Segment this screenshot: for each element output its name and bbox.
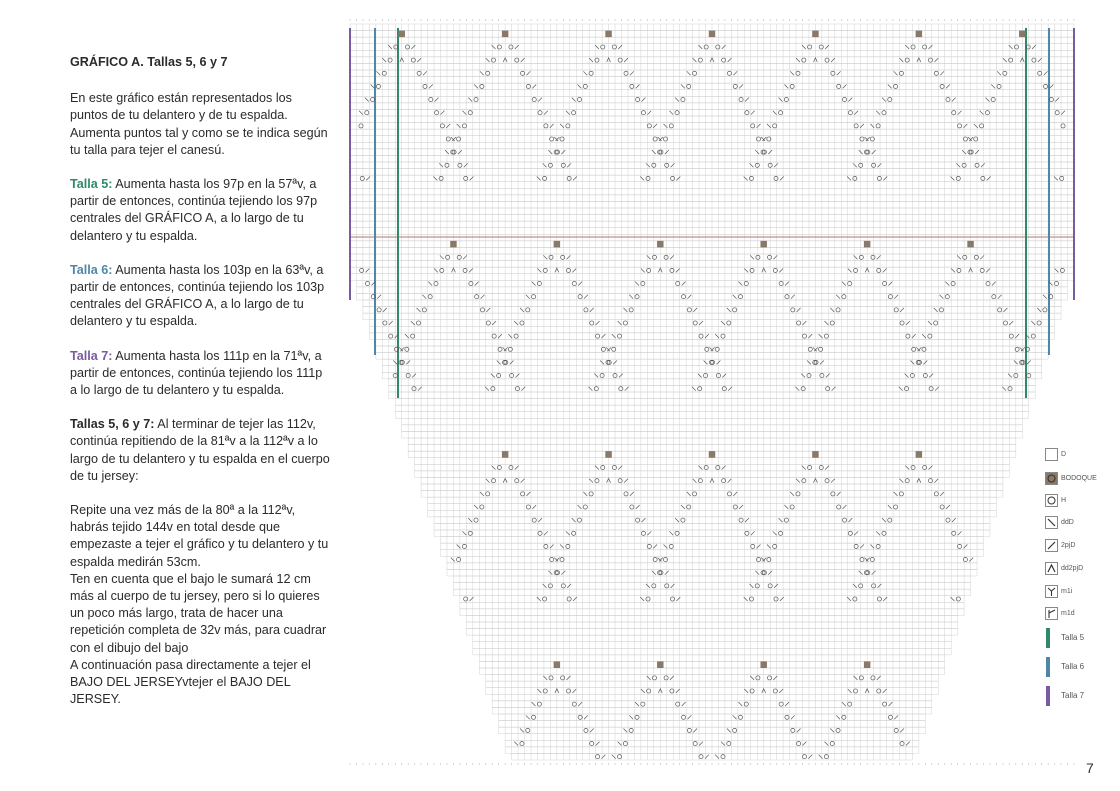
talla5-swatch: [1046, 628, 1050, 648]
legend-dd2pjd-label: dd2pjD: [1061, 565, 1084, 572]
yarn-over-icon: [1045, 494, 1058, 507]
legend-talla7-label: Talla 7: [1061, 691, 1085, 700]
bobble-icon: [1045, 472, 1058, 485]
legend-m1i-label: m1i: [1061, 588, 1073, 595]
talla5-text: Aumenta hasta los 97p en la 57ªv, a partir de entonces, continúa tejiendo los 97p centrales del GRÁFICO A, a lo largo de tu delantero y tu espalda.: [70, 177, 318, 243]
legend-h-label: H: [1061, 497, 1067, 504]
talla7-label: Talla 7:: [70, 348, 113, 363]
legend-ddd-label: ddD: [1061, 519, 1074, 526]
repeat-paragraph-2: Ten en cuenta que el bajo le sumará 12 cm más al cuerpo de tu jersey, pero si lo quieres un poco más largo, trata de hacer una repetición completa de 32v más, para cuadrar con el dibujo del bajo: [70, 571, 327, 655]
talla7-swatch: [1046, 686, 1050, 706]
chart-heading: GRÁFICO A. Tallas 5, 6 y 7: [70, 55, 228, 69]
legend-talla6-label: Talla 6: [1061, 662, 1085, 671]
talla7-text: Aumenta hasta los 111p en la 71ªv, a partir de entonces, continúa tejiendo los 111p a lo largo de tu delantero y tu espalda.: [70, 348, 323, 398]
talla6-swatch: [1046, 657, 1050, 677]
make-one-right-icon: [1045, 607, 1058, 620]
all-sizes-label: Tallas 5, 6 y 7:: [70, 417, 155, 432]
intro-paragraph: En este gráfico están representados los puntos de tu delantero y de tu espalda. Aumenta puntos tal y como se te indica según tu talla para tejer el canesú.: [70, 91, 328, 157]
chart-grid: [350, 24, 1074, 760]
legend-2pjd-label: 2pjD: [1061, 542, 1076, 549]
page-number: 7: [1086, 760, 1094, 776]
repeat-paragraph-1: Repite una vez más de la 80ª a la 112ªv, habrás tejido 144v en total desde que empezaste a tejer el gráfico y tu delantero y tu espalda medirán 53cm.: [70, 503, 329, 569]
talla6-text: Aumenta hasta los 103p en la 63ªv, a partir de entonces, continúa tejiendo los 103p centrales del GRÁFICO A, a lo largo de tu delantero y tu espalda.: [70, 262, 325, 329]
knit-stitch-icon: [1045, 448, 1058, 461]
talla5-label: Talla 5:: [70, 177, 113, 192]
make-one-left-icon: [1045, 585, 1058, 598]
double-decrease-icon: [1045, 562, 1058, 575]
legend-m1d-label: m1d: [1061, 610, 1075, 617]
talla6-label: Talla 6:: [70, 262, 113, 277]
ssk-icon: [1045, 516, 1058, 529]
repeat-paragraph-3: A continuación pasa directamente a tejer el BAJO DEL JERSEYvtejer el BAJO DEL JERSEY.: [70, 657, 311, 707]
k2tog-icon: [1045, 539, 1058, 552]
all-sizes-text: Al terminar de tejer las 112v, continúa repitiendo de la 81ªv a la 112ªv a lo largo de tu delantero y tu espalda en el cuerpo de tu jersey:: [70, 417, 330, 483]
legend-talla5-label: Talla 5: [1061, 633, 1085, 642]
legend-d-label: D: [1061, 451, 1067, 458]
legend-bodoque-label: BODOQUE: [1061, 475, 1097, 482]
